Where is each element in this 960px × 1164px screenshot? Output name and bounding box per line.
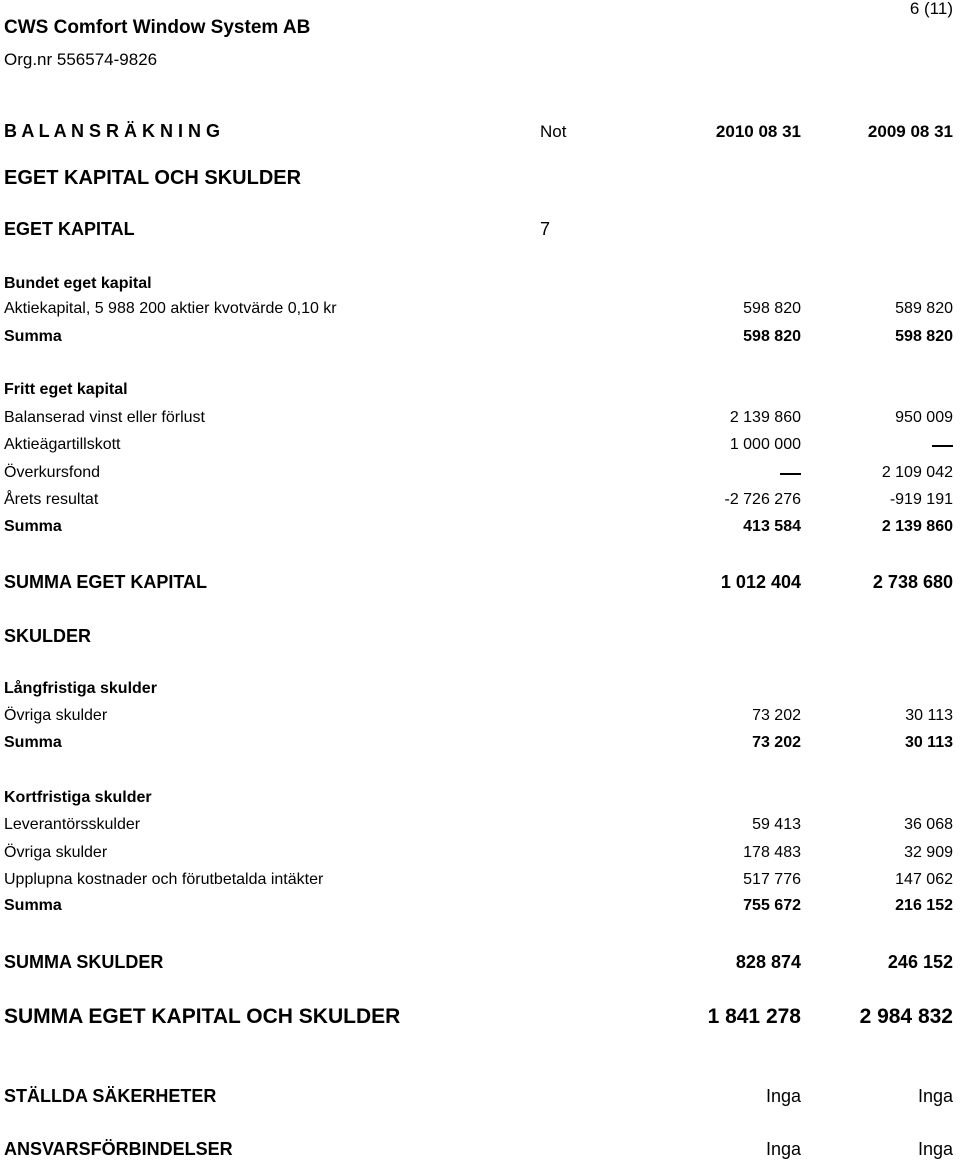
row-value-2010: 517 776 — [743, 871, 801, 888]
row-value-2009: 36 068 — [904, 816, 953, 833]
statement-title: B A L A N S R Ä K N I N G — [4, 121, 221, 141]
row-value-2009: 147 062 — [895, 871, 953, 888]
sum-label: Summa — [4, 518, 62, 535]
row-value-2010: -2 726 276 — [724, 491, 801, 508]
sum-value-2010: 73 202 — [752, 734, 801, 751]
skulder-heading: SKULDER — [4, 626, 92, 646]
row-label: Leverantörsskulder — [4, 816, 141, 833]
row-value-2009: 30 113 — [905, 707, 953, 724]
grand-total-2009: 2 984 832 — [859, 1005, 953, 1028]
nil-dash — [780, 473, 801, 475]
row-label: Övriga skulder — [4, 844, 108, 861]
sum-label: Summa — [4, 734, 62, 751]
note-column-header: Not — [540, 122, 567, 141]
row-label: Årets resultat — [4, 491, 99, 508]
column-header-2009: 2009 08 31 — [867, 122, 953, 141]
row-value-2010: 1 000 000 — [729, 436, 801, 453]
sum-label: Summa — [4, 328, 62, 345]
page-number: 6 (11) — [909, 0, 953, 18]
row-label: Aktiekapital, 5 988 200 aktier kvotvärde 0,10 kr — [4, 300, 337, 317]
row-value-2009: 589 820 — [895, 300, 953, 317]
row-label: Balanserad vinst eller förlust — [4, 409, 205, 426]
eget-kapital-heading: EGET KAPITAL — [4, 219, 135, 239]
sum-value-2009: 216 152 — [895, 897, 953, 914]
row-value-2010: 59 413 — [752, 816, 801, 833]
section-title: EGET KAPITAL OCH SKULDER — [4, 167, 302, 189]
row-value-2010: 73 202 — [752, 707, 801, 724]
sum-label: Summa — [4, 897, 62, 914]
row-label: Upplupna kostnader och förutbetalda intäkter — [4, 871, 324, 888]
ansvarsforbindelser-2009: Inga — [917, 1139, 953, 1159]
row-value-2010: 598 820 — [743, 300, 801, 317]
row-label: Övriga skulder — [4, 707, 108, 724]
row-value-2009: 2 109 042 — [881, 464, 953, 481]
stallda-sakerheter-2009: Inga — [917, 1086, 953, 1106]
row-value-2010: 178 483 — [743, 844, 801, 861]
nil-dash — [932, 445, 953, 447]
eget-kapital-total-label: SUMMA EGET KAPITAL — [4, 572, 207, 592]
grand-total-label: SUMMA EGET KAPITAL OCH SKULDER — [4, 1005, 401, 1028]
row-label: Överkursfond — [4, 464, 101, 481]
eget-kapital-total-2010: 1 012 404 — [720, 572, 801, 592]
stallda-sakerheter-label: STÄLLDA SÄKERHETER — [4, 1086, 217, 1106]
skulder-total-label: SUMMA SKULDER — [4, 952, 164, 972]
ansvarsforbindelser-2010: Inga — [765, 1139, 801, 1159]
row-value-2009: -919 191 — [889, 491, 953, 508]
skulder-total-2009: 246 152 — [887, 952, 953, 972]
grand-total-2010: 1 841 278 — [707, 1005, 801, 1028]
sum-value-2010: 598 820 — [743, 328, 801, 345]
eget-kapital-total-2009: 2 738 680 — [872, 572, 953, 592]
company-name: CWS Comfort Window System AB — [4, 17, 311, 38]
row-value-2009: 32 909 — [904, 844, 953, 861]
sum-value-2009: 30 113 — [904, 734, 953, 751]
kortfristiga-heading: Kortfristiga skulder — [4, 789, 152, 806]
row-value-2009: 950 009 — [895, 409, 953, 426]
fritt-heading: Fritt eget kapital — [4, 381, 128, 398]
bundet-heading: Bundet eget kapital — [4, 275, 152, 292]
sum-value-2009: 2 139 860 — [881, 518, 953, 535]
column-header-2010: 2010 08 31 — [715, 122, 801, 141]
skulder-total-2010: 828 874 — [735, 952, 801, 972]
org-number: Org.nr 556574-9826 — [4, 50, 158, 69]
sum-value-2010: 755 672 — [743, 897, 801, 914]
ansvarsforbindelser-label: ANSVARSFÖRBINDELSER — [4, 1139, 233, 1159]
row-label: Aktieägartillskott — [4, 436, 121, 453]
sum-value-2010: 413 584 — [743, 518, 801, 535]
eget-kapital-note: 7 — [540, 219, 551, 239]
langfristiga-heading: Långfristiga skulder — [4, 680, 157, 697]
sum-value-2009: 598 820 — [895, 328, 953, 345]
stallda-sakerheter-2010: Inga — [765, 1086, 801, 1106]
row-value-2010: 2 139 860 — [729, 409, 801, 426]
